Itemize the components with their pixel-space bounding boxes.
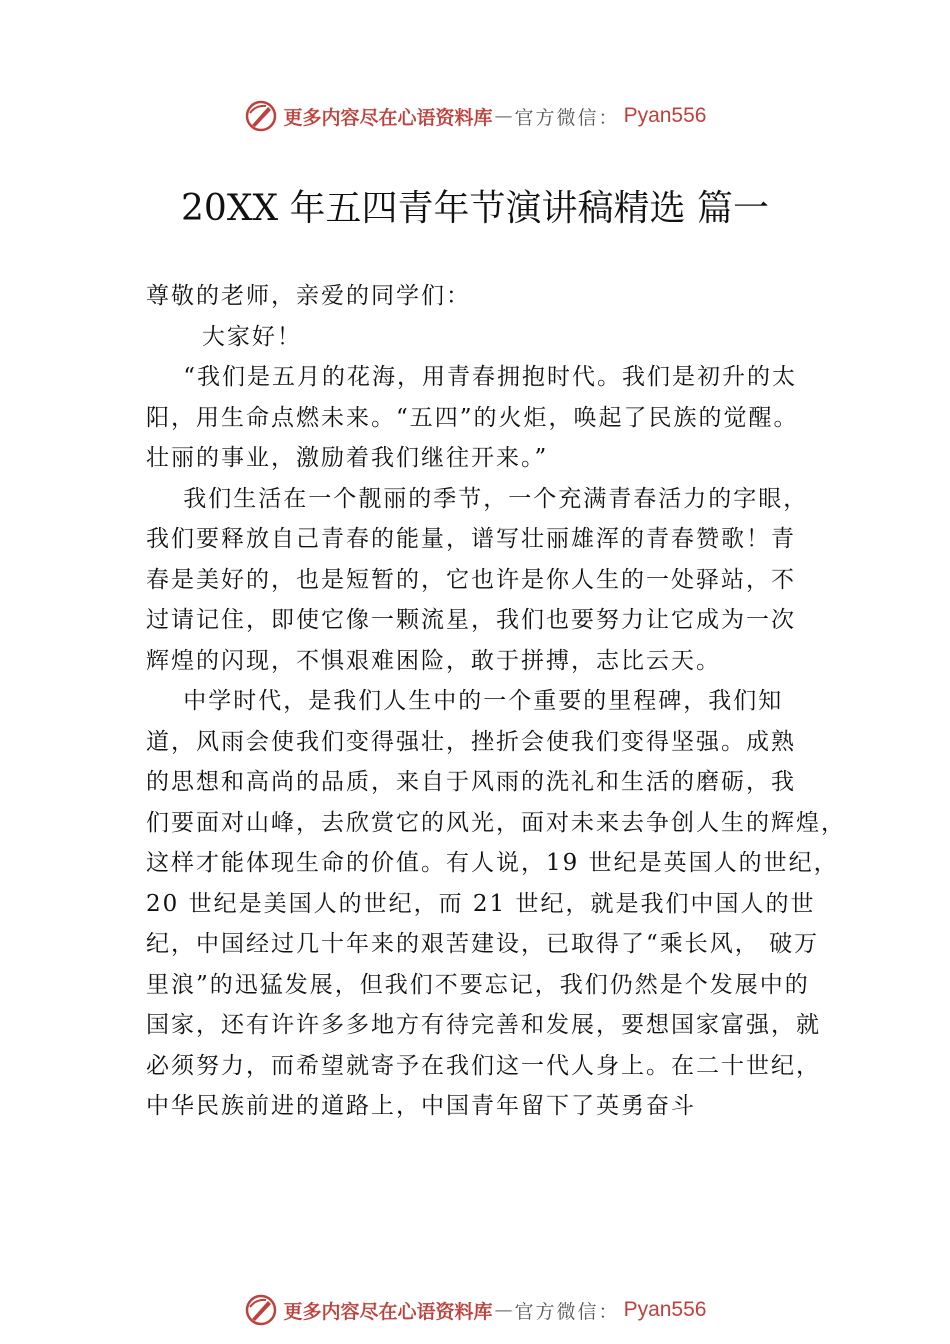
header-separator: —	[494, 105, 513, 127]
body-line: 里浪”的迅猛发展，但我们不要忘记，我们仍然是个发展中的	[146, 971, 810, 998]
footer-official-label: 官方微信：	[514, 1300, 620, 1323]
body-line: 大家好！	[146, 323, 302, 350]
header-banner	[0, 96, 950, 136]
body-line: 我们生活在一个靓丽的季节，一个充满青春活力的字眼，	[146, 485, 809, 512]
body-line: 们要面对山峰，去欣赏它的风光，面对未来去争创人生的辉煌，	[146, 809, 846, 836]
header-official-label: 官方微信：	[514, 106, 620, 129]
quill-logo-icon	[244, 1293, 278, 1327]
document-title: 20XX 年五四青年节演讲稿精选 篇一	[181, 188, 769, 229]
footer-wechat-id: Pyan556	[623, 1298, 707, 1321]
body-line: 这样才能体现生命的价值。有人说，19 世纪是英国人的世纪，	[146, 850, 839, 876]
body-line: 20 世纪是美国人的世纪，而 21 世纪，就是我们中国人的世	[146, 890, 816, 917]
header-wechat-id: Pyan556	[623, 104, 707, 127]
document-body	[146, 276, 846, 1127]
body-line: 我们要释放自己青春的能量，谱写壮丽雄浑的青春赞歌！青	[146, 526, 796, 552]
body-line: 过请记住，即使它像一颗流星，我们也要努力让它成为一次	[146, 607, 796, 633]
body-line: 阳，用生命点燃未来。“五四”的火炬，唤起了民族的觉醒。	[146, 404, 799, 431]
body-line: 道，风雨会使我们变得强壮，挫折会使我们变得坚强。成熟	[146, 728, 796, 755]
body-line: 春是美好的，也是短暂的，它也许是你人生的一处驿站，不	[146, 566, 796, 593]
body-line: 纪，中国经过几十年来的艰苦建设，已取得了“乘长风， 破万	[146, 931, 820, 957]
footer-brand-text: 更多内容尽在心语资料库	[283, 1300, 493, 1323]
body-line: “我们是五月的花海，用青春拥抱时代。我们是初升的太	[146, 364, 798, 390]
footer-banner	[0, 1290, 950, 1330]
body-line: 中学时代，是我们人生中的一个重要的里程碑，我们知	[146, 688, 784, 714]
body-line: 国家，还有许许多多地方有待完善和发展，要想国家富强，就	[146, 1012, 821, 1038]
body-line: 的思想和高尚的品质，来自于风雨的洗礼和生活的磨砺，我	[146, 769, 796, 795]
body-line: 辉煌的闪现，不惧艰难困险，敢于拼搏，志比云天。	[146, 647, 721, 674]
body-line: 尊敬的老师，亲爱的同学们：	[146, 283, 471, 309]
quill-logo-icon	[244, 99, 278, 133]
footer-separator: —	[494, 1299, 513, 1321]
body-line: 中华民族前进的道路上，中国青年留下了英勇奋斗	[146, 1093, 696, 1119]
body-line: 必须努力，而希望就寄予在我们这一代人身上。在二十世纪，	[146, 1052, 821, 1079]
header-brand-text: 更多内容尽在心语资料库	[283, 106, 493, 129]
body-line: 壮丽的事业，激励着我们继往开来。”	[146, 445, 549, 471]
